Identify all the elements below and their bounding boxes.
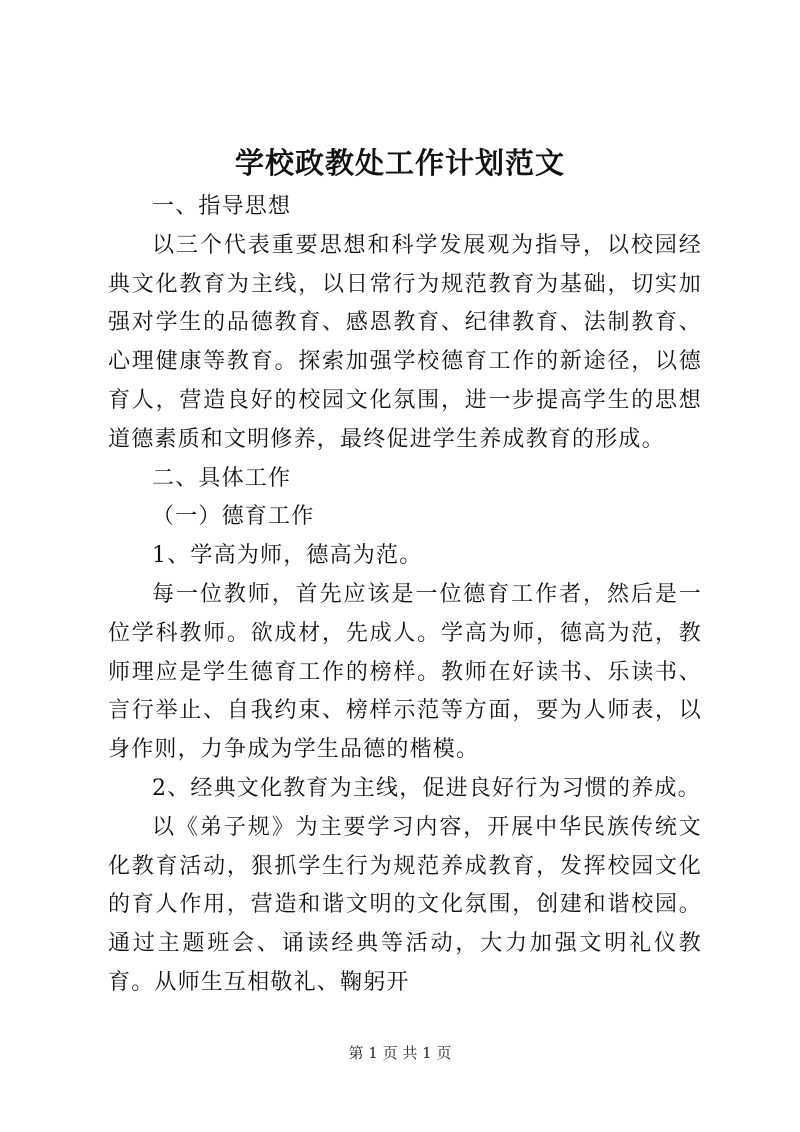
document-title: 学校政教处工作计划范文 [234,146,565,180]
item-heading-1: 1、学高为师，德高为范。 [152,543,423,569]
section-heading-specific-work: 二、具体工作 [152,465,292,491]
page-footer: 第 1 页 共 1 页 [348,1044,452,1062]
document-body [108,188,702,1003]
section-heading-guiding-ideology: 一、指导思想 [152,194,292,219]
subsection-heading-moral-education: （一）德育工作 [152,504,315,530]
item-heading-2: 2、经典文化教育为主线，促进良好行为习惯的养成。 [152,775,701,801]
paragraph-item-2: 以《弟子规》为主要学习内容，开展中华民族传统文化教育活动，狠抓学生行为规范养成教育，发挥校园文化的育人作用，营造和谐文明的文化氛围，创建和谐校园。通过主题班会、诵读经典等活动，大力加强文明礼仪教育。从师生互相敬礼、鞠躬开 [108,814,702,995]
paragraph-guiding-ideology: 以三个代表重要思想和科学发展观为指导，以校园经典文化教育为主线，以日常行为规范教育为基础，切实加强对学生的品德教育、感恩教育、纪律教育、法制教育、心理健康等教育。探索加强学校德育工作的新途径，以德育人，营造良好的校园文化氛围，进一步提高学生的思想道德素质和文明修养，最终促进学生养成教育的形成。 [108,232,702,452]
paragraph-item-1: 每一位教师，首先应该是一位德育工作者，然后是一位学科教师。欲成材，先成人。学高为师，德高为范，教师理应是学生德育工作的榜样。教师在好读书、乐读书、言行举止、自我约束、榜样示范等方面，要为人师表，以身作则，力争成为学生品德的楷模。 [108,581,702,763]
